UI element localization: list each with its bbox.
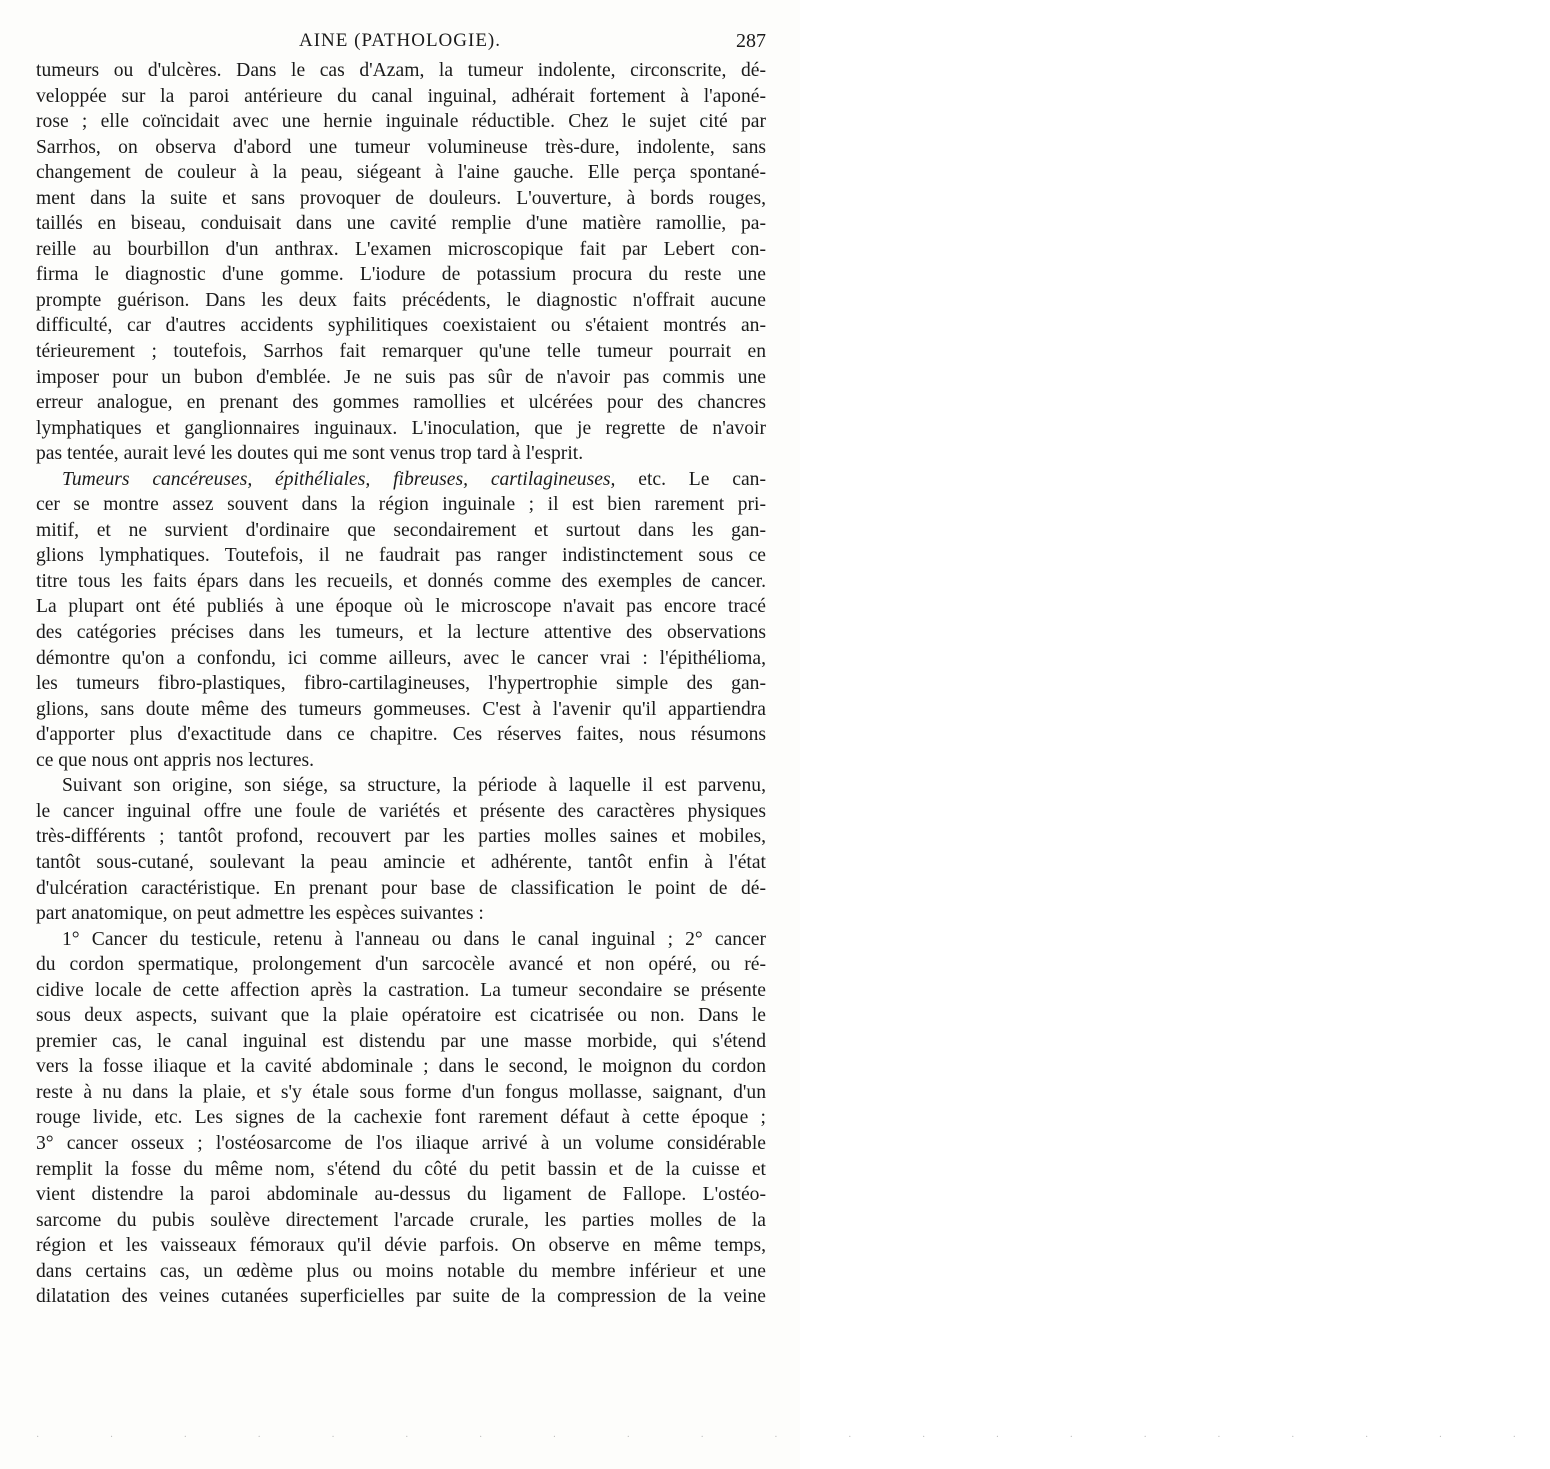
text-line: mitif, et ne survient d'ordinaire que secondairement et surtout dans les gan- xyxy=(36,519,766,541)
text-line: 1° Cancer du testicule, retenu à l'anneau ou dans le canal inguinal ; 2° cancer xyxy=(62,928,766,950)
running-title: AINE (PATHOLOGIE). xyxy=(299,30,501,51)
text-line: des catégories précises dans les tumeurs, et la lecture attentive des observations xyxy=(36,622,766,644)
text-line: lymphatiques et ganglionnaires inguinaux. L'inoculation, que je regrette de n'avoir xyxy=(36,417,766,439)
text-line: dilatation des veines cutanées superficielles par suite de la compression de la veine xyxy=(36,1286,766,1308)
text-line: taillés en biseau, conduisait dans une cavité remplie d'une matière ramollie, pa- xyxy=(36,213,766,235)
page-number: 287 xyxy=(736,30,766,52)
text-line: région et les vaisseaux fémoraux qu'il dévie parfois. On observe en même temps, xyxy=(36,1235,766,1257)
text-line: Suivant son origine, son siége, sa structure, la période à laquelle il est parvenu, xyxy=(62,775,766,797)
text-line: le cancer inguinal offre une foule de variétés et présente des caractères physiques xyxy=(36,800,766,822)
text-line: glions, sans doute même des tumeurs gommeuses. C'est à l'avenir qu'il appartiendra xyxy=(36,698,766,720)
text-line: rose ; elle coïncidait avec une hernie inguinale réductible. Chez le sujet cité par xyxy=(36,111,766,133)
text-line: vers la fosse iliaque et la cavité abdominale ; dans le second, le moignon du cordon xyxy=(36,1056,766,1078)
text-line: premier cas, le canal inguinal est distendu par une masse morbide, qui s'étend xyxy=(36,1030,766,1052)
text-line: cidive locale de cette affection après la castration. La tumeur secondaire se présente xyxy=(36,979,766,1001)
text-line: La plupart ont été publiés à une époque où le microscope n'avait pas encore tracé xyxy=(36,596,766,618)
text-line: cer se montre assez souvent dans la région inguinale ; il est bien rarement pri- xyxy=(36,494,766,516)
text-line: tantôt sous-cutané, soulevant la peau amincie et adhérente, tantôt enfin à l'état xyxy=(36,851,766,873)
italic-heading: Tumeurs cancéreuses, épithéliales, fibreuses, cartilagineuses, xyxy=(62,468,616,490)
body-text xyxy=(36,58,766,1310)
scan-artifact-dots: · · · · · · · · · · · · · · · · · · · · · xyxy=(36,1432,1550,1443)
text-line: sous deux aspects, suivant que la plaie opératoire est cicatrisée ou non. Dans le xyxy=(36,1005,766,1027)
text-line: rouge livide, etc. Les signes de la cachexie font rarement défaut à cette époque ; xyxy=(36,1107,766,1129)
text-line: vient distendre la paroi abdominale au-dessus du ligament de Fallope. L'ostéo- xyxy=(36,1184,766,1206)
text-line: sarcome du pubis soulève directement l'arcade crurale, les parties molles de la xyxy=(36,1209,766,1231)
text-line: erreur analogue, en prenant des gommes ramollies et ulcérées pour des chancres xyxy=(36,392,766,414)
text-line: firma le diagnostic d'une gomme. L'iodure de potassium procura du reste une xyxy=(36,264,766,286)
text-line: veloppée sur la paroi antérieure du canal inguinal, adhérait fortement à l'aponé- xyxy=(36,85,766,107)
text-line: difficulté, car d'autres accidents syphilitiques coexistaient ou s'étaient montrés an- xyxy=(36,315,766,337)
text-line: démontre qu'on a confondu, ici comme ailleurs, avec le cancer vrai : l'épithélioma, xyxy=(36,647,766,669)
text-line: Tumeurs cancéreuses, épithéliales, fibreuses, cartilagineuses, etc. Le can- xyxy=(62,468,767,490)
text-line: titre tous les faits épars dans les recueils, et donnés comme des exemples de cancer. xyxy=(36,570,766,592)
text-line: ce que nous ont appris nos lectures. xyxy=(36,749,315,771)
text-line: pas tentée, aurait levé les doutes qui me sont venus trop tard à l'esprit. xyxy=(36,443,584,465)
text-line: 3° cancer osseux ; l'ostéosarcome de l'os iliaque arrivé à un volume considérable xyxy=(36,1132,766,1154)
text-line: térieurement ; toutefois, Sarrhos fait remarquer qu'une telle tumeur pourrait en xyxy=(36,341,766,363)
running-header xyxy=(34,30,766,56)
text-line: prompte guérison. Dans les deux faits précédents, le diagnostic n'offrait aucune xyxy=(36,289,766,311)
text-line: reste à nu dans la plaie, et s'y étale sous forme d'un fongus mollasse, saignant, d'un xyxy=(36,1081,766,1103)
text-line: tumeurs ou d'ulcères. Dans le cas d'Azam, la tumeur indolente, circonscrite, dé- xyxy=(36,60,766,81)
text-line: d'ulcération caractéristique. En prenant pour base de classification le point de dé- xyxy=(36,877,766,899)
text-line: Sarrhos, on observa d'abord une tumeur volumineuse très-dure, indolente, sans xyxy=(36,136,766,158)
text-line: du cordon spermatique, prolongement d'un sarcocèle avancé et non opéré, ou ré- xyxy=(36,954,766,976)
text-line: part anatomique, on peut admettre les espèces suivantes : xyxy=(36,903,484,925)
text-line: très-différents ; tantôt profond, recouvert par les parties molles saines et mobiles, xyxy=(36,826,766,848)
text-line: ment dans la suite et sans provoquer de douleurs. L'ouverture, à bords rouges, xyxy=(36,187,766,209)
text-line: remplit la fosse du même nom, s'étend du côté du petit bassin et de la cuisse et xyxy=(36,1158,766,1180)
text-line: les tumeurs fibro-plastiques, fibro-cartilagineuses, l'hypertrophie simple des gan- xyxy=(36,673,766,695)
text-line: reille au bourbillon d'un anthrax. L'examen microscopique fait par Lebert con- xyxy=(36,238,766,260)
text-line: d'apporter plus d'exactitude dans ce chapitre. Ces réserves faites, nous résumons xyxy=(36,724,766,746)
text-line: dans certains cas, un œdème plus ou moins notable du membre inférieur et une xyxy=(36,1260,766,1282)
text-line: glions lymphatiques. Toutefois, il ne faudrait pas ranger indistinctement sous ce xyxy=(36,545,766,567)
text-line: imposer pour un bubon d'emblée. Je ne suis pas sûr de n'avoir pas commis une xyxy=(36,366,766,388)
text-line: changement de couleur à la peau, siégeant à l'aine gauche. Elle perça spontané- xyxy=(36,162,766,184)
